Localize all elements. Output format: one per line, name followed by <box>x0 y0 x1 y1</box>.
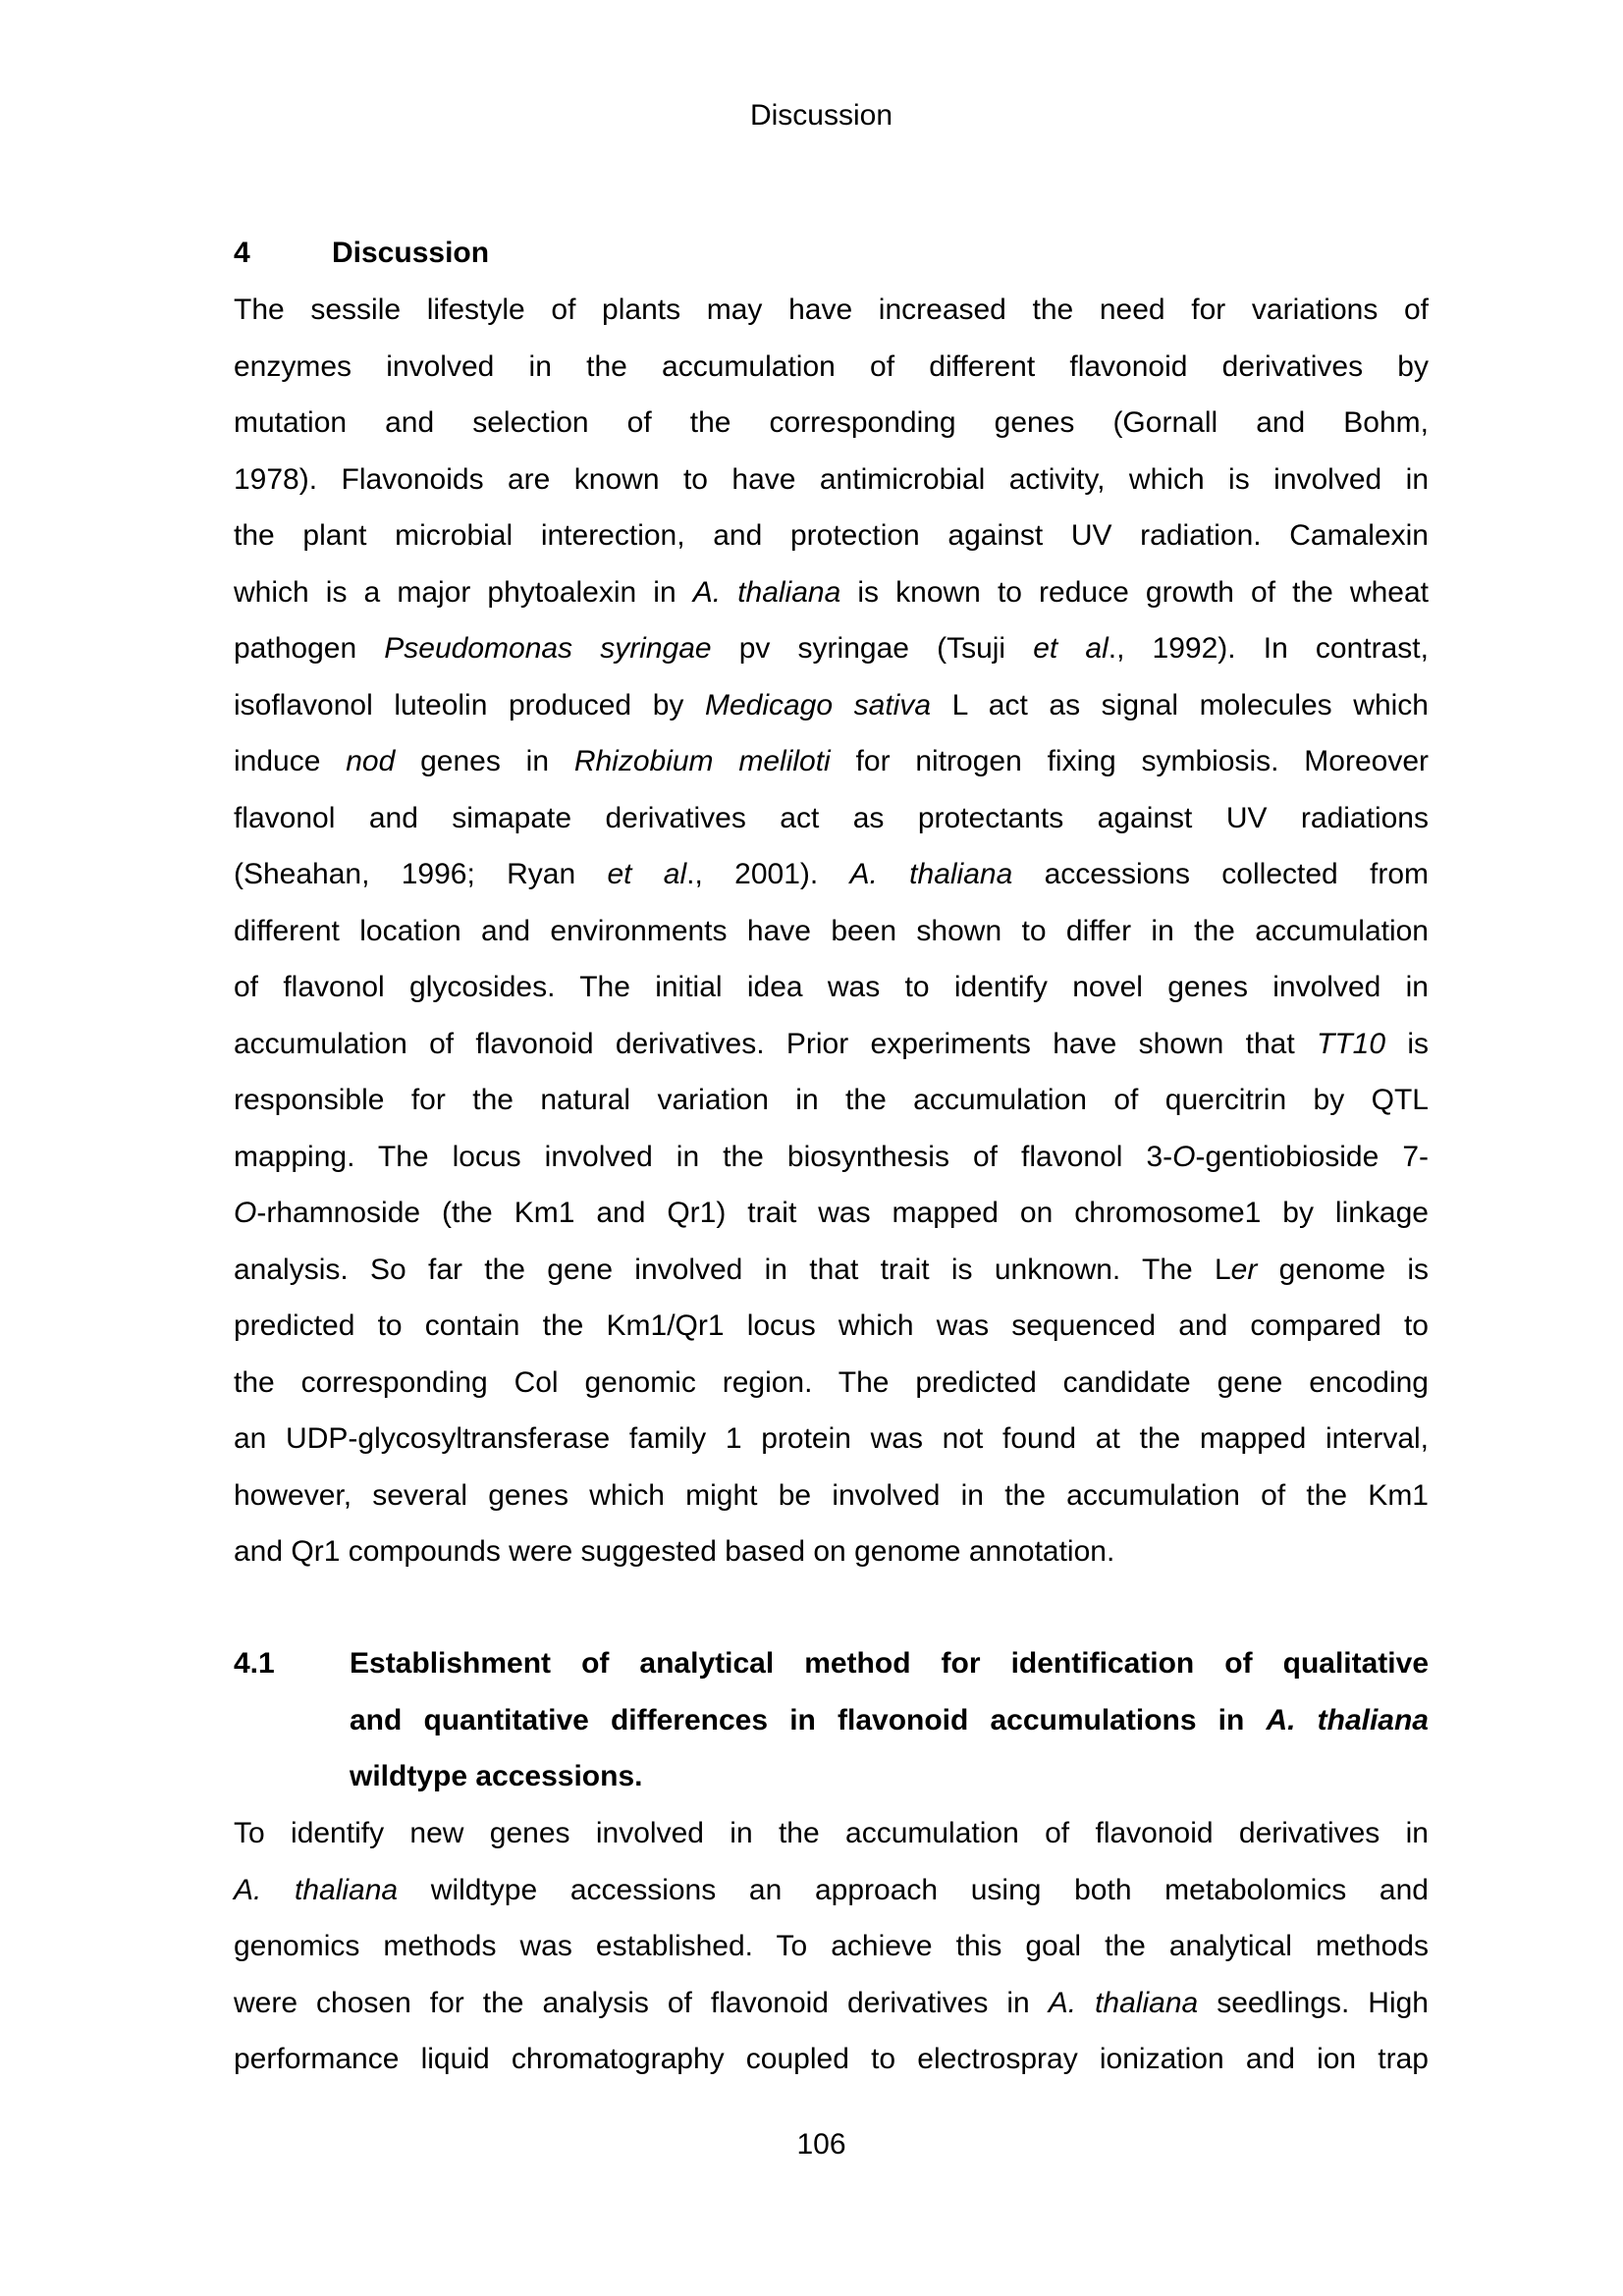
text-line <box>350 1703 1429 1738</box>
text-line <box>234 857 1429 892</box>
text-line <box>234 1421 1429 1457</box>
text-segment: is known to reduce growth of the wheat <box>840 575 1429 609</box>
text-segment: flavonol and simapate derivatives act as protectants against UV radiations <box>234 801 1429 834</box>
text-line <box>234 1929 1429 1964</box>
text-segment: performance liquid chromatography coupled to electrospray ionization and ion trap <box>234 2043 1429 2075</box>
text-segment: accumulation of flavonoid derivatives. Prior experiments have shown that <box>234 1027 1317 1060</box>
text-segment: is <box>1385 1027 1430 1060</box>
text-line <box>234 1534 1429 1570</box>
italic-text: nod <box>346 745 396 777</box>
italic-text: O <box>234 1197 257 1229</box>
italic-text: A. thaliana <box>1266 1703 1429 1736</box>
text-line <box>234 518 1429 554</box>
text-segment: To identify new genes involved in the accumulation of flavonoid derivatives in <box>234 1817 1429 1849</box>
text-segment: responsible for the natural variation in the accumulation of quercitrin by QTL <box>234 1084 1429 1116</box>
text-line <box>234 1478 1429 1514</box>
italic-text: TT10 <box>1317 1027 1386 1060</box>
text-line <box>234 688 1429 723</box>
text-segment: genes in <box>395 745 574 777</box>
text-segment: Establishment of analytical method for identification of qualitative <box>350 1647 1429 1680</box>
text-segment: seedlings. High <box>1198 1986 1429 2019</box>
text-line <box>234 575 1429 611</box>
text-segment: 1978). Flavonoids are known to have antimicrobial activity, which is involved in <box>234 462 1429 496</box>
text-line <box>234 2042 1429 2077</box>
italic-text: A. thaliana <box>1048 1986 1199 2019</box>
italic-text: et al <box>1033 632 1109 665</box>
text-line <box>234 293 1429 328</box>
italic-text: O <box>1172 1140 1196 1173</box>
text-segment: ., 2001). <box>686 858 850 890</box>
text-segment: predicted to contain the Km1/Qr1 locus which was sequenced and compared to <box>234 1309 1429 1342</box>
text-line <box>234 405 1429 441</box>
text-line <box>234 1140 1429 1175</box>
page-number: 106 <box>796 2128 846 2161</box>
section-number: 4 <box>234 237 250 269</box>
text-segment: (Sheahan, 1996; Ryan <box>234 858 608 890</box>
text-segment: The sessile lifestyle of plants may have increased the need for variations of <box>234 294 1429 326</box>
italic-text: et al <box>607 858 687 890</box>
italic-text: A. thaliana <box>849 858 1013 890</box>
text-line <box>234 462 1429 498</box>
text-line <box>350 1646 1429 1682</box>
text-line <box>234 1873 1429 1908</box>
text-segment: different location and environments have been shown to differ in the accumulation <box>234 914 1429 947</box>
text-segment: -gentiobioside 7- <box>1195 1140 1429 1173</box>
text-segment: induce <box>234 745 347 777</box>
text-line <box>234 631 1429 667</box>
text-segment: -rhamnoside (the Km1 and Qr1) trait was mapped on chromosome1 by linkage <box>256 1197 1429 1229</box>
section-title: Discussion <box>332 237 490 269</box>
text-segment: of flavonol glycosides. The initial idea was to identify novel genes involved in <box>234 971 1429 1003</box>
text-line <box>234 1816 1429 1851</box>
text-segment: for nitrogen fixing symbiosis. Moreover <box>830 745 1429 777</box>
text-segment: pathogen <box>234 632 385 665</box>
text-line <box>234 1308 1429 1344</box>
text-line <box>350 1759 1429 1794</box>
text-segment: which is a major phytoalexin in <box>234 575 693 609</box>
text-segment: the corresponding Col genomic region. The predicted candidate gene encoding <box>234 1365 1429 1399</box>
text-segment: pv syringae (Tsuji <box>711 632 1034 665</box>
text-segment: were chosen for the analysis of flavonoid derivatives in <box>234 1986 1049 2019</box>
text-line <box>234 801 1429 836</box>
text-segment: mutation and selection of the corresponding genes (Gornall and Bohm, <box>234 406 1429 439</box>
text-segment: genomics methods was established. To achieve this goal the analytical methods <box>234 1930 1429 1962</box>
text-segment: and quantitative differences in flavonoid accumulations in <box>350 1703 1267 1736</box>
text-line <box>234 1083 1429 1118</box>
text-line <box>234 1365 1429 1401</box>
italic-text: Pseudomonas syringae <box>384 632 712 665</box>
italic-text: Medicago sativa <box>704 688 932 721</box>
running-header: Discussion <box>749 99 893 132</box>
text-line <box>234 970 1429 1005</box>
text-segment: accessions collected from <box>1012 858 1430 890</box>
text-line <box>234 1253 1429 1288</box>
text-line <box>234 1986 1429 2021</box>
italic-text: Rhizobium meliloti <box>573 745 831 777</box>
text-line <box>234 349 1429 385</box>
text-segment: mapping. The locus involved in the biosynthesis of flavonol 3- <box>234 1140 1173 1173</box>
text-segment: wildtype accessions an approach using both metabolomics and <box>398 1873 1429 1906</box>
text-segment: isoflavonol luteolin produced by <box>234 688 705 721</box>
text-segment: wildtype accessions. <box>350 1760 643 1792</box>
text-line <box>234 1027 1429 1062</box>
text-line <box>234 744 1429 779</box>
text-segment: however, several genes which might be involved in the accumulation of the Km1 <box>234 1478 1429 1512</box>
text-line <box>234 1196 1429 1231</box>
text-segment: analysis. So far the gene involved in that trait is unknown. The L <box>234 1253 1231 1286</box>
subsection-number: 4.1 <box>234 1647 275 1680</box>
text-segment: enzymes involved in the accumulation of different flavonoid derivatives by <box>234 349 1429 383</box>
italic-text: er <box>1230 1253 1258 1286</box>
text-segment: genome is <box>1257 1253 1430 1286</box>
text-segment: and Qr1 compounds were suggested based on genome annotation. <box>234 1535 1115 1568</box>
text-line <box>234 914 1429 949</box>
text-segment: the plant microbial interection, and protection against UV radiation. Camalexin <box>234 519 1429 552</box>
text-segment: an UDP-glycosyltransferase family 1 protein was not found at the mapped interval, <box>234 1422 1429 1455</box>
text-segment: ., 1992). In contrast, <box>1108 632 1429 665</box>
italic-text: A. thaliana <box>234 1873 399 1906</box>
text-segment: L act as signal molecules which <box>931 688 1429 721</box>
italic-text: A. thaliana <box>692 575 841 609</box>
